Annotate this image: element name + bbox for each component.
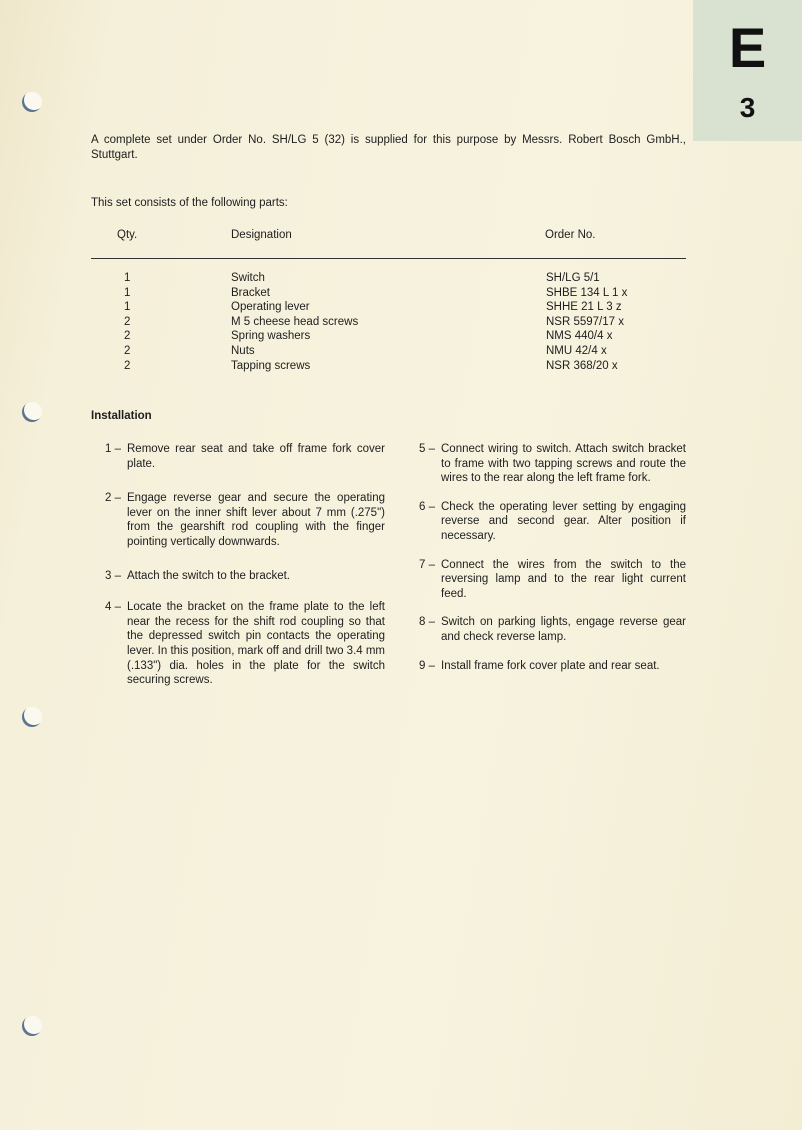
punch-hole — [22, 707, 42, 727]
step-text: Check the operating lever setting by engaging reverse and second gear. Alter position if necessary. — [441, 500, 686, 542]
step-5 — [419, 442, 686, 486]
cell-order-no: SHBE 134 L 1 x — [546, 286, 628, 299]
cell-designation: Operating lever — [231, 301, 310, 314]
step-1 — [105, 442, 385, 471]
step-number: 4 – — [105, 601, 121, 614]
table-rule — [91, 258, 686, 259]
step-6 — [419, 500, 686, 544]
cell-qty: 1 — [124, 286, 131, 299]
header-designation: Designation — [231, 229, 292, 241]
cell-designation: Tapping screws — [231, 359, 311, 372]
step-number: 8 – — [419, 616, 435, 629]
cell-designation: M 5 cheese head screws — [231, 315, 359, 328]
cell-order-no: NSR 368/20 x — [546, 359, 618, 372]
cell-order-no: NMU 42/4 x — [546, 344, 607, 357]
step-text: Install frame fork cover plate and rear seat. — [441, 659, 660, 672]
cell-order-no: SHHE 21 L 3 z — [546, 301, 622, 314]
header-order-no: Order No. — [545, 229, 596, 241]
step-number: 3 – — [105, 569, 121, 582]
section-letter: E — [728, 16, 767, 79]
parts-table — [0, 271, 802, 373]
step-number: 5 – — [419, 443, 435, 455]
step-text: Remove rear seat and take off frame fork cover plate. — [127, 443, 385, 470]
step-3 — [105, 569, 385, 584]
step-8 — [419, 615, 686, 644]
cell-designation: Nuts — [231, 344, 255, 357]
punch-hole — [22, 1016, 42, 1036]
cell-order-no: NSR 5597/17 x — [546, 315, 624, 328]
step-text: Switch on parking lights, engage reverse gear and check reverse lamp. — [441, 616, 686, 643]
step-text: Attach the switch to the bracket. — [127, 569, 290, 582]
table-row — [0, 286, 802, 301]
step-4 — [105, 600, 385, 688]
step-number: 2 – — [105, 492, 121, 505]
step-text: Connect the wires from the switch to the reversing lamp and to the rear light current feed. — [441, 558, 686, 600]
steps-right-column — [419, 442, 686, 673]
table-row — [0, 300, 802, 315]
header-qty: Qty. — [117, 229, 138, 241]
step-number: 1 – — [105, 443, 121, 455]
intro-paragraph: A complete set under Order No. SH/LG 5 (32) is supplied for this purpose by Messrs. Robert Bosch GmbH., Stuttgart. — [91, 134, 686, 161]
cell-designation: Switch — [231, 272, 265, 284]
section-number: 3 — [739, 92, 756, 123]
cell-qty: 2 — [124, 359, 131, 372]
installation-heading: Installation — [91, 410, 152, 422]
step-number: 7 – — [419, 558, 435, 571]
step-text: Locate the bracket on the frame plate to the left near the recess for the shift rod coupling so that the depressed switch pin contacts the operating lever. In this position, mark off and drill two 3.4 mm (.133") dia. holes in the plate for the switch securing screws. — [127, 601, 386, 687]
table-row — [0, 315, 802, 330]
table-row — [0, 344, 802, 359]
cell-qty: 1 — [124, 272, 131, 284]
step-7 — [419, 558, 686, 602]
step-text: Connect wiring to switch. Attach switch bracket to frame with two tapping screws and route the wires to the rear along the left frame fork. — [441, 443, 686, 485]
step-2 — [105, 491, 385, 549]
steps-left-column — [105, 442, 385, 688]
cell-qty: 1 — [124, 301, 131, 314]
table-row — [0, 329, 802, 344]
cell-qty: 2 — [124, 330, 131, 343]
punch-hole — [22, 92, 42, 112]
table-row — [0, 271, 802, 286]
table-row — [0, 359, 802, 374]
section-tab — [693, 0, 802, 141]
step-number: 9 – — [419, 659, 435, 672]
cell-designation: Spring washers — [231, 330, 311, 343]
cell-qty: 2 — [124, 315, 131, 328]
cell-qty: 2 — [124, 344, 131, 357]
step-text: Engage reverse gear and secure the operating lever on the inner shift lever about 7 mm (.275") from the gearshift rod coupling with the finger pointing vertically downwards. — [127, 492, 385, 548]
parts-intro: This set consists of the following parts: — [91, 197, 288, 209]
cell-order-no: NMS 440/4 x — [546, 330, 613, 343]
cell-designation: Bracket — [231, 286, 270, 299]
step-9 — [419, 659, 686, 674]
cell-order-no: SH/LG 5/1 — [546, 272, 600, 284]
step-number: 6 – — [419, 500, 435, 513]
punch-hole — [22, 402, 42, 422]
